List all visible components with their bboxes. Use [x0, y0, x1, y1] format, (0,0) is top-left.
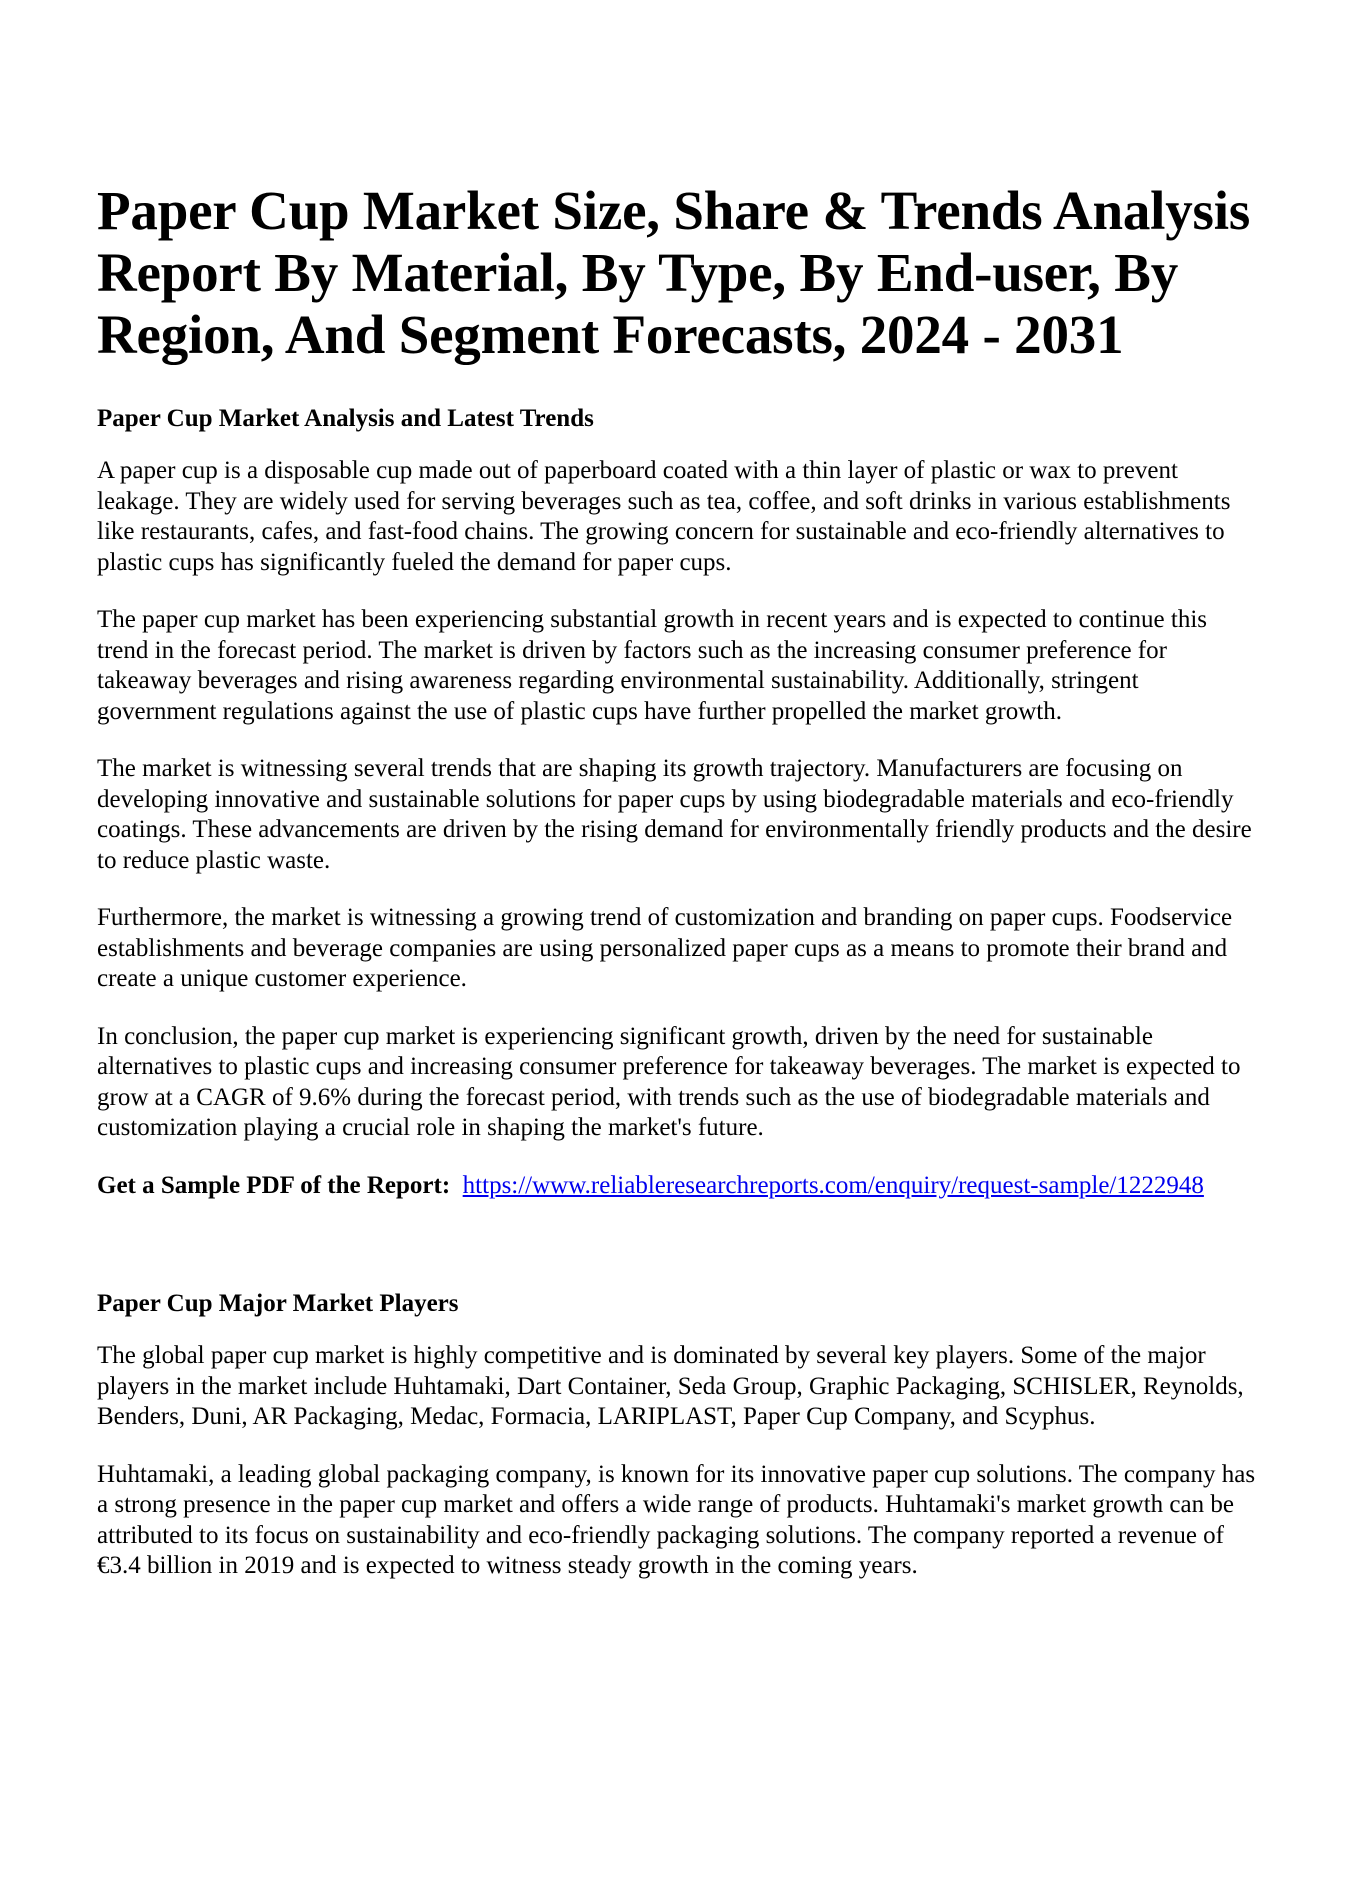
- analysis-paragraph-2: The paper cup market has been experiencing substantial growth in recent years and is expected to continue this trend in the forecast period. The market is driven by factors such as the increasing consumer preference for takeaway beverages and rising awareness regarding environmental sustainability. Additionally, stringent government regulations against the use of plastic cups have further propelled the market growth.: [97, 606, 1208, 725]
- analysis-paragraph-5: In conclusion, the paper cup market is experiencing significant growth, driven by the need for sustainable alternatives to plastic cups and increasing consumer preference for takeaway beverages. The market is expected to grow at a CAGR of 9.6% during the forecast period, with trends such as the use of biodegradable materials and customization playing a crucial role in shaping the market's future.: [97, 1022, 1241, 1141]
- analysis-paragraph-4: Furthermore, the market is witnessing a growing trend of customization and branding on paper cups. Foodservice establishments and beverage companies are using personalized paper cups as a means to promote their brand and create a unique customer experience.: [97, 904, 1233, 992]
- sample-pdf-link[interactable]: https://www.reliableresearchreports.com/enquiry/request-sample/1222948: [462, 1171, 1204, 1199]
- analysis-paragraph-1: A paper cup is a disposable cup made out of paperboard coated with a thin layer of plastic or wax to prevent leakage. They are widely used for serving beverages such as tea, coffee, and soft drinks in various establishments like restaurants, cafes, and fast-food chains. The growing concern for sustainable and eco-friendly alternatives to plastic cups has significantly fueled the demand for paper cups.: [97, 457, 1231, 576]
- section-heading-players: Paper Cup Major Market Players: [97, 1290, 459, 1317]
- document-page: [97, 180, 1262, 1582]
- document-title: Paper Cup Market Size, Share & Trends Analysis Report By Material, By Type, By End-user, By Region, And Segment Forecasts, 2024 - 2031: [97, 180, 1251, 365]
- analysis-paragraph-3: The market is witnessing several trends that are shaping its growth trajectory. Manufacturers are focusing on developing innovative and sustainable solutions for paper cups by using biodegradable materials and eco-friendly coatings. These advancements are driven by the rising demand for environmentally friendly products and the desire to reduce plastic waste.: [97, 755, 1252, 874]
- players-paragraph-2: Huhtamaki, a leading global packaging company, is known for its innovative paper cup solutions. The company has a strong presence in the paper cup market and offers a wide range of products. Huhtamaki's market growth can be attributed to its focus on sustainability and eco-friendly packaging solutions. The company reported a revenue of €3.4 billion in 2019 and is expected to witness steady growth in the coming years.: [97, 1460, 1256, 1579]
- sample-pdf-line: [97, 1171, 1262, 1202]
- sample-pdf-label: Get a Sample PDF of the Report:: [97, 1171, 451, 1199]
- section-heading-analysis: Paper Cup Market Analysis and Latest Trends: [97, 405, 594, 432]
- players-paragraph-1: The global paper cup market is highly competitive and is dominated by several key players. Some of the major players in the market include Huhtamaki, Dart Container, Seda Group, Graphic Packaging, SCHISLER, Reynolds, Benders, Duni, AR Packaging, Medac, Formacia, LARIPLAST, Paper Cup Company, and Scyphus.: [97, 1342, 1244, 1430]
